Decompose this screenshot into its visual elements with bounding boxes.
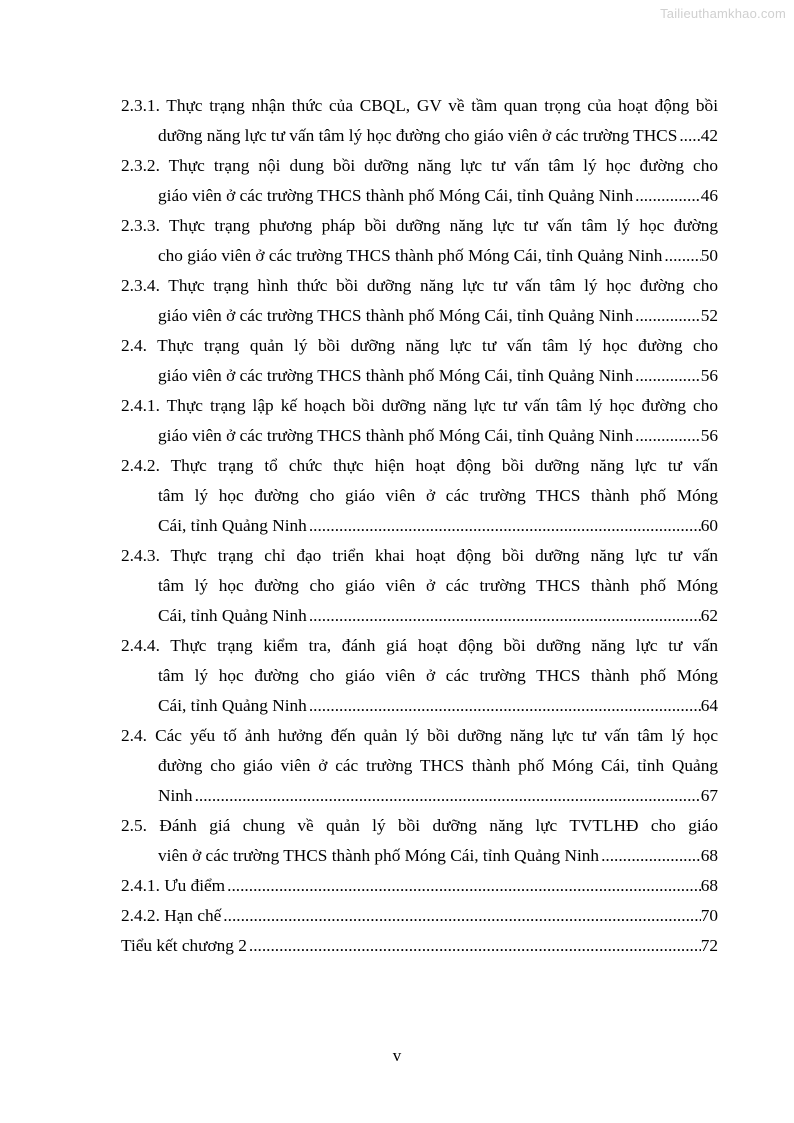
- toc-entry-text: dưỡng năng lực tư vấn tâm lý học đường cho giáo viên ở các trường THCS: [158, 126, 678, 145]
- toc-entry-leader-line: [121, 901, 718, 931]
- toc-entry-text: Ninh: [158, 786, 193, 805]
- toc-entry: [121, 331, 718, 391]
- toc-entry-title-line: 2.4.3. Thực trạng chỉ đạo triển khai hoạt động bồi dưỡng năng lực tư vấn: [121, 546, 718, 565]
- toc-entry: [121, 631, 718, 721]
- toc-entry: [121, 901, 718, 931]
- toc-entry-leader-line: [121, 931, 718, 961]
- dot-leader: [664, 241, 700, 271]
- toc-entry-text: Cái, tỉnh Quảng Ninh: [158, 516, 307, 535]
- toc-entry-text: giáo viên ở các trường THCS thành phố Móng Cái, tỉnh Quảng Ninh: [158, 366, 634, 385]
- toc-page-number: 67: [700, 786, 718, 805]
- toc-entry-text: cho giáo viên ở các trường THCS thành phố Móng Cái, tỉnh Quảng Ninh: [158, 246, 663, 265]
- toc-entry: [121, 151, 718, 211]
- toc-entry-title-line: 2.4.2. Thực trạng tổ chức thực hiện hoạt động bồi dưỡng năng lực tư vấn: [121, 456, 718, 475]
- dot-leader: [195, 781, 701, 811]
- toc-entry-text: Tiểu kết chương 2: [121, 936, 247, 955]
- toc-entry: [121, 391, 718, 451]
- toc-entry-title-line: 2.3.4. Thực trạng hình thức bồi dưỡng năng lực tư vấn tâm lý học đường cho: [121, 276, 718, 295]
- toc-entry: [121, 451, 718, 541]
- dot-leader: [635, 421, 701, 451]
- dot-leader: [227, 871, 701, 901]
- toc-entry-title-line: 2.3.3. Thực trạng phương pháp bồi dưỡng năng lực tư vấn tâm lý học đường: [121, 216, 718, 235]
- toc-entry-continuation-line: tâm lý học đường cho giáo viên ở các trường THCS thành phố Móng: [158, 576, 718, 595]
- dot-leader: [309, 601, 701, 631]
- toc-entry: [121, 91, 718, 151]
- toc-entry-continuation-line: tâm lý học đường cho giáo viên ở các trường THCS thành phố Móng: [158, 666, 718, 685]
- toc-entry: [121, 811, 718, 871]
- toc-page-number: 68: [700, 846, 718, 865]
- dot-leader: [635, 361, 701, 391]
- dot-leader: [601, 841, 701, 871]
- dot-leader: [309, 511, 701, 541]
- toc-entry-title-line: 2.4. Thực trạng quản lý bồi dưỡng năng lực tư vấn tâm lý học đường cho: [121, 336, 718, 355]
- toc-entry-leader-line: [121, 361, 718, 391]
- toc-entry-leader-line: [121, 121, 718, 151]
- toc-entry-title-line: 2.4.1. Thực trạng lập kế hoạch bồi dưỡng năng lực tư vấn tâm lý học đường cho: [121, 396, 718, 415]
- dot-leader: [679, 121, 700, 151]
- toc-entry-text: giáo viên ở các trường THCS thành phố Móng Cái, tỉnh Quảng Ninh: [158, 306, 634, 325]
- toc-page-number: 46: [700, 186, 718, 205]
- toc-entry-leader-line: [121, 301, 718, 331]
- toc-entry: [121, 271, 718, 331]
- toc-entry-text: giáo viên ở các trường THCS thành phố Móng Cái, tỉnh Quảng Ninh: [158, 186, 634, 205]
- toc-entry-leader-line: [121, 601, 718, 631]
- toc-entry-title-line: 2.3.2. Thực trạng nội dung bồi dưỡng năng lực tư vấn tâm lý học đường cho: [121, 156, 718, 175]
- toc-entry: [121, 211, 718, 271]
- toc-entry-leader-line: [121, 181, 718, 211]
- watermark-text: Tailieuthamkhao.com: [660, 6, 786, 21]
- toc-entry-leader-line: [121, 241, 718, 271]
- toc-entry-text: 2.4.2. Hạn chế: [121, 906, 222, 925]
- toc-page-number: 56: [700, 426, 718, 445]
- table-of-contents: [121, 91, 718, 961]
- toc-entry-text: giáo viên ở các trường THCS thành phố Móng Cái, tỉnh Quảng Ninh: [158, 426, 634, 445]
- toc-page-number: 56: [700, 366, 718, 385]
- toc-entry-leader-line: [121, 691, 718, 721]
- toc-page-number: 70: [700, 906, 718, 925]
- toc-entry-leader-line: [121, 871, 718, 901]
- toc-entry-text: 2.4.1. Ưu điểm: [121, 876, 226, 895]
- dot-leader: [635, 301, 701, 331]
- toc-entry-text: Cái, tỉnh Quảng Ninh: [158, 696, 307, 715]
- toc-page-number: 60: [700, 516, 718, 535]
- page-number: v: [392, 1046, 402, 1065]
- toc-page-number: 42: [700, 126, 718, 145]
- toc-entry-leader-line: [121, 421, 718, 451]
- toc-entry-leader-line: [121, 781, 718, 811]
- toc-entry: [121, 871, 718, 901]
- toc-page-number: 62: [700, 606, 718, 625]
- toc-page-number: 52: [700, 306, 718, 325]
- toc-page-number: 50: [700, 246, 718, 265]
- toc-entry-title-line: 2.4. Các yếu tố ảnh hưởng đến quản lý bồi dưỡng năng lực tư vấn tâm lý học: [121, 726, 718, 745]
- toc-entry-text: Cái, tỉnh Quảng Ninh: [158, 606, 307, 625]
- toc-entry: [121, 541, 718, 631]
- toc-entry-title-line: 2.4.4. Thực trạng kiểm tra, đánh giá hoạt động bồi dưỡng năng lực tư vấn: [121, 636, 718, 655]
- dot-leader: [223, 901, 700, 931]
- toc-entry-text: viên ở các trường THCS thành phố Móng Cái, tỉnh Quảng Ninh: [158, 846, 600, 865]
- toc-entry-title-line: 2.5. Đánh giá chung về quản lý bồi dưỡng năng lực TVTLHĐ cho giáo: [121, 816, 718, 835]
- toc-page-number: 64: [700, 696, 718, 715]
- toc-entry: [121, 721, 718, 811]
- dot-leader: [309, 691, 701, 721]
- toc-entry-continuation-line: đường cho giáo viên ở các trường THCS thành phố Móng Cái, tỉnh Quảng: [158, 756, 718, 775]
- toc-entry-leader-line: [121, 841, 718, 871]
- toc-entry-title-line: 2.3.1. Thực trạng nhận thức của CBQL, GV về tầm quan trọng của hoạt động bồi: [121, 96, 718, 115]
- toc-entry-leader-line: [121, 511, 718, 541]
- toc-entry-continuation-line: tâm lý học đường cho giáo viên ở các trường THCS thành phố Móng: [158, 486, 718, 505]
- dot-leader: [249, 931, 701, 961]
- toc-page-number: 68: [700, 876, 718, 895]
- dot-leader: [635, 181, 701, 211]
- toc-entry: [121, 931, 718, 961]
- toc-page-number: 72: [700, 936, 718, 955]
